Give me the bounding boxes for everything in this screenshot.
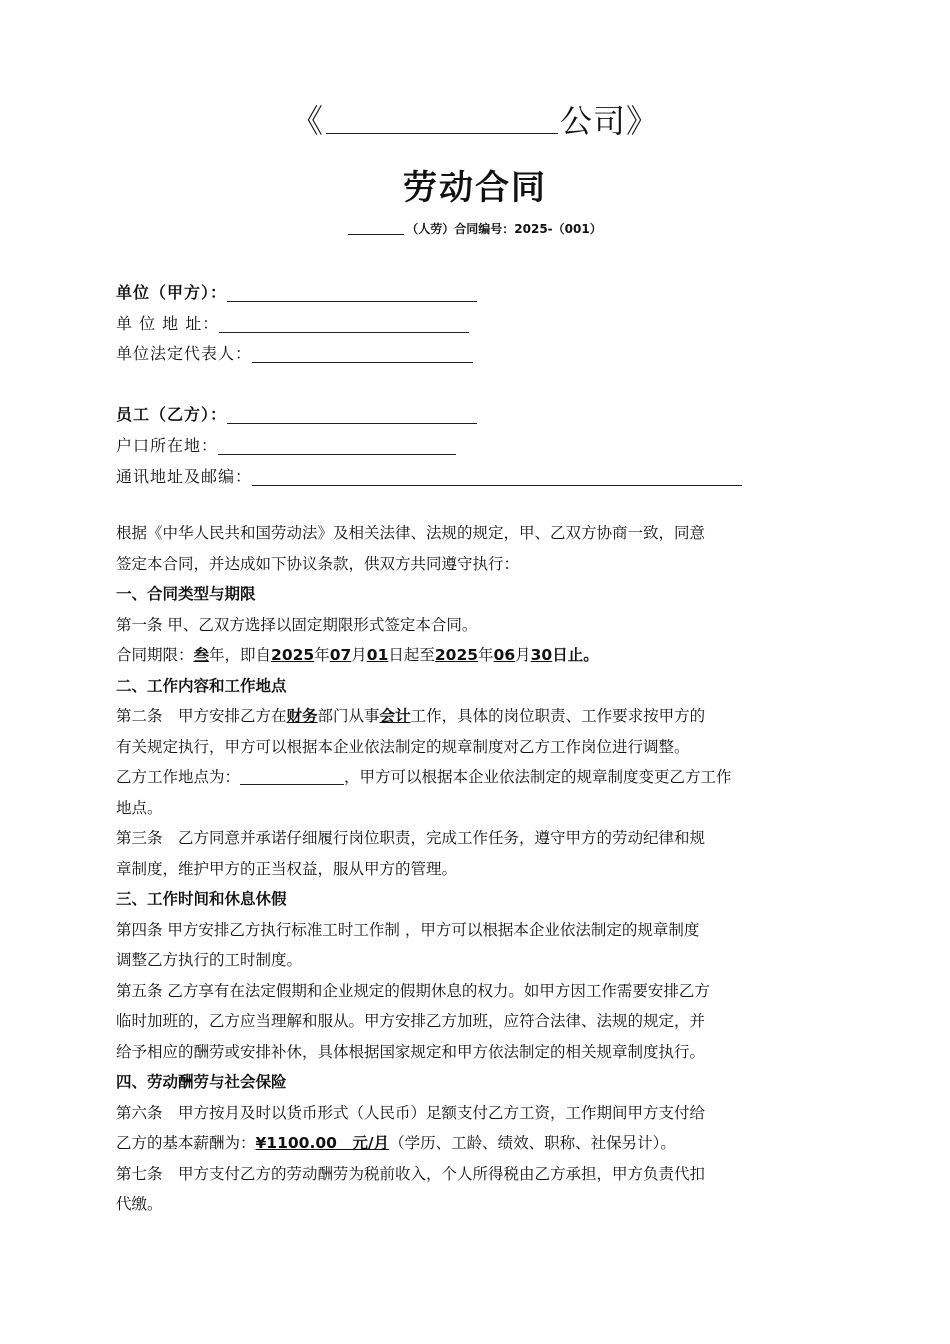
start-day: 01 <box>366 646 389 664</box>
legal-rep-field <box>116 341 473 364</box>
section4-heading: 四、劳动酬劳与社会保险 <box>116 1073 287 1091</box>
legal-rep-label: 单位法定代表人： <box>116 344 253 363</box>
contract-prefix-blank <box>348 222 404 235</box>
unit-blank <box>227 283 477 302</box>
department: 财务 <box>286 707 318 725</box>
day-char-2: 日止。 <box>552 646 599 664</box>
employee-blank <box>227 405 477 424</box>
art2-part-b: 部门从事 <box>317 707 380 725</box>
day-char-1: 日起至 <box>388 646 435 664</box>
article-1: 第一条 甲、乙双方选择以固定期限形式签定本合同。 <box>116 615 478 634</box>
section1-heading: 一、合同类型与期限 <box>116 585 256 603</box>
article-3-line-1: 第三条 乙方同意并承诺仔细履行岗位职责，完成工作任务，遵守甲方的劳动纪律和规 <box>116 829 706 847</box>
contract-term <box>116 640 856 671</box>
article-4-line-1: 第四条 甲方安排乙方执行标准工时工作制 ，甲方可以根据本企业依法制定的规章制度 <box>116 920 700 939</box>
contact-field <box>116 464 742 487</box>
company-name-line <box>0 96 950 142</box>
company-suffix: 公司》 <box>560 102 660 140</box>
location-blank <box>240 768 344 785</box>
article-5-line-3: 给予相应的酬劳或安排补休，具体根据国家规定和甲方依法制定的相关规章制度执行。 <box>116 1042 706 1061</box>
unit-address-blank <box>219 314 469 333</box>
article-7-line-1: 第七条 甲方支付乙方的劳动酬劳为税前收入，个人所得税由乙方承担，甲方负责代扣 <box>116 1164 706 1183</box>
contact-label: 通讯地址及邮编： <box>116 467 253 486</box>
intro-line-2: 签定本合同，并达成如下协议条款，供双方共同遵守执行： <box>116 554 520 573</box>
contact-blank <box>252 467 742 486</box>
contract-number-line <box>0 220 950 237</box>
article-2-line-1 <box>116 701 856 732</box>
contract-number: （人劳）合同编号：2025-（001） <box>406 222 602 236</box>
art2-part-a: 第二条 甲方安排乙方在 <box>116 707 287 725</box>
employee-field <box>116 402 477 425</box>
section3-heading: 三、工作时间和休息休假 <box>116 890 287 908</box>
month-char-2: 月 <box>515 646 531 664</box>
work-location-line-1 <box>116 762 856 793</box>
hukou-blank <box>218 436 456 455</box>
unit-label: 单位（甲方）： <box>116 283 228 302</box>
section2-heading: 二、工作内容和工作地点 <box>116 676 287 695</box>
article-6-line-2 <box>116 1128 856 1159</box>
term-mid: 年，即自 <box>209 646 272 664</box>
hukou-label: 户口所在地： <box>116 436 219 455</box>
month-char-1: 月 <box>351 646 367 664</box>
intro-line-1: 根据《中华人民共和国劳动法》及相关法律、法规的规定，甲、乙双方协商一致，同意 <box>116 524 706 542</box>
article-3-line-2: 章制度，维护甲方的正当权益，服从甲方的管理。 <box>116 859 458 878</box>
unit-address-field <box>116 311 469 334</box>
work-location-line-2: 地点。 <box>116 798 163 817</box>
end-month: 06 <box>493 646 516 664</box>
article-6-line-1: 第六条 甲方按月及时以货币形式（人民币）足额支付乙方工资，工作期间甲方支付给 <box>116 1103 706 1122</box>
job-title: 会计 <box>379 707 411 725</box>
salary-amount: ¥1100.00 元/月 <box>255 1134 390 1152</box>
unit-field <box>116 280 477 303</box>
art2-part-c: 工作，具体的岗位职责、工作要求按甲方的 <box>410 707 706 725</box>
article-4-line-2: 调整乙方执行的工时制度。 <box>116 951 303 969</box>
year-char-2: 年 <box>478 646 494 664</box>
article-5-line-1: 第五条 乙方享有在法定假期和企业规定的假期休息的权力。如甲方因工作需要安排乙方 <box>116 981 710 1000</box>
legal-rep-blank <box>252 344 473 363</box>
article-7-line-2: 代缴。 <box>116 1195 163 1213</box>
salary-note: （学历、工龄、绩效、职称、社保另计）。 <box>389 1134 676 1152</box>
salary-label: 乙方的基本薪酬为： <box>116 1134 256 1152</box>
page-title: 劳动合同 <box>403 168 547 208</box>
location-label: 乙方工作地点为： <box>116 768 241 786</box>
year-char-1: 年 <box>314 646 330 664</box>
term-prefix: 合同期限： <box>116 646 194 664</box>
company-name-blank <box>326 103 558 134</box>
unit-address-label: 单 位 地 址： <box>116 314 220 333</box>
employee-label: 员工（乙方）： <box>116 405 228 424</box>
end-year: 2025 <box>434 646 479 664</box>
location-rest: ，甲方可以根据本企业依法制定的规章制度变更乙方工作 <box>344 768 732 786</box>
term-years: 叁 <box>193 646 210 664</box>
start-month: 07 <box>329 646 352 664</box>
hukou-field <box>116 433 456 456</box>
end-day: 30 <box>530 646 553 664</box>
article-5-line-2: 临时加班的，乙方应当理解和服从。甲方安排乙方加班，应符合法律、法规的规定，并 <box>116 1012 706 1030</box>
start-year: 2025 <box>271 646 315 664</box>
company-open-bracket: 《 <box>290 102 324 140</box>
contract-body <box>116 518 856 1220</box>
article-2-line-2: 有关规定执行，甲方可以根据本企业依法制定的规章制度对乙方工作岗位进行调整。 <box>116 737 690 756</box>
